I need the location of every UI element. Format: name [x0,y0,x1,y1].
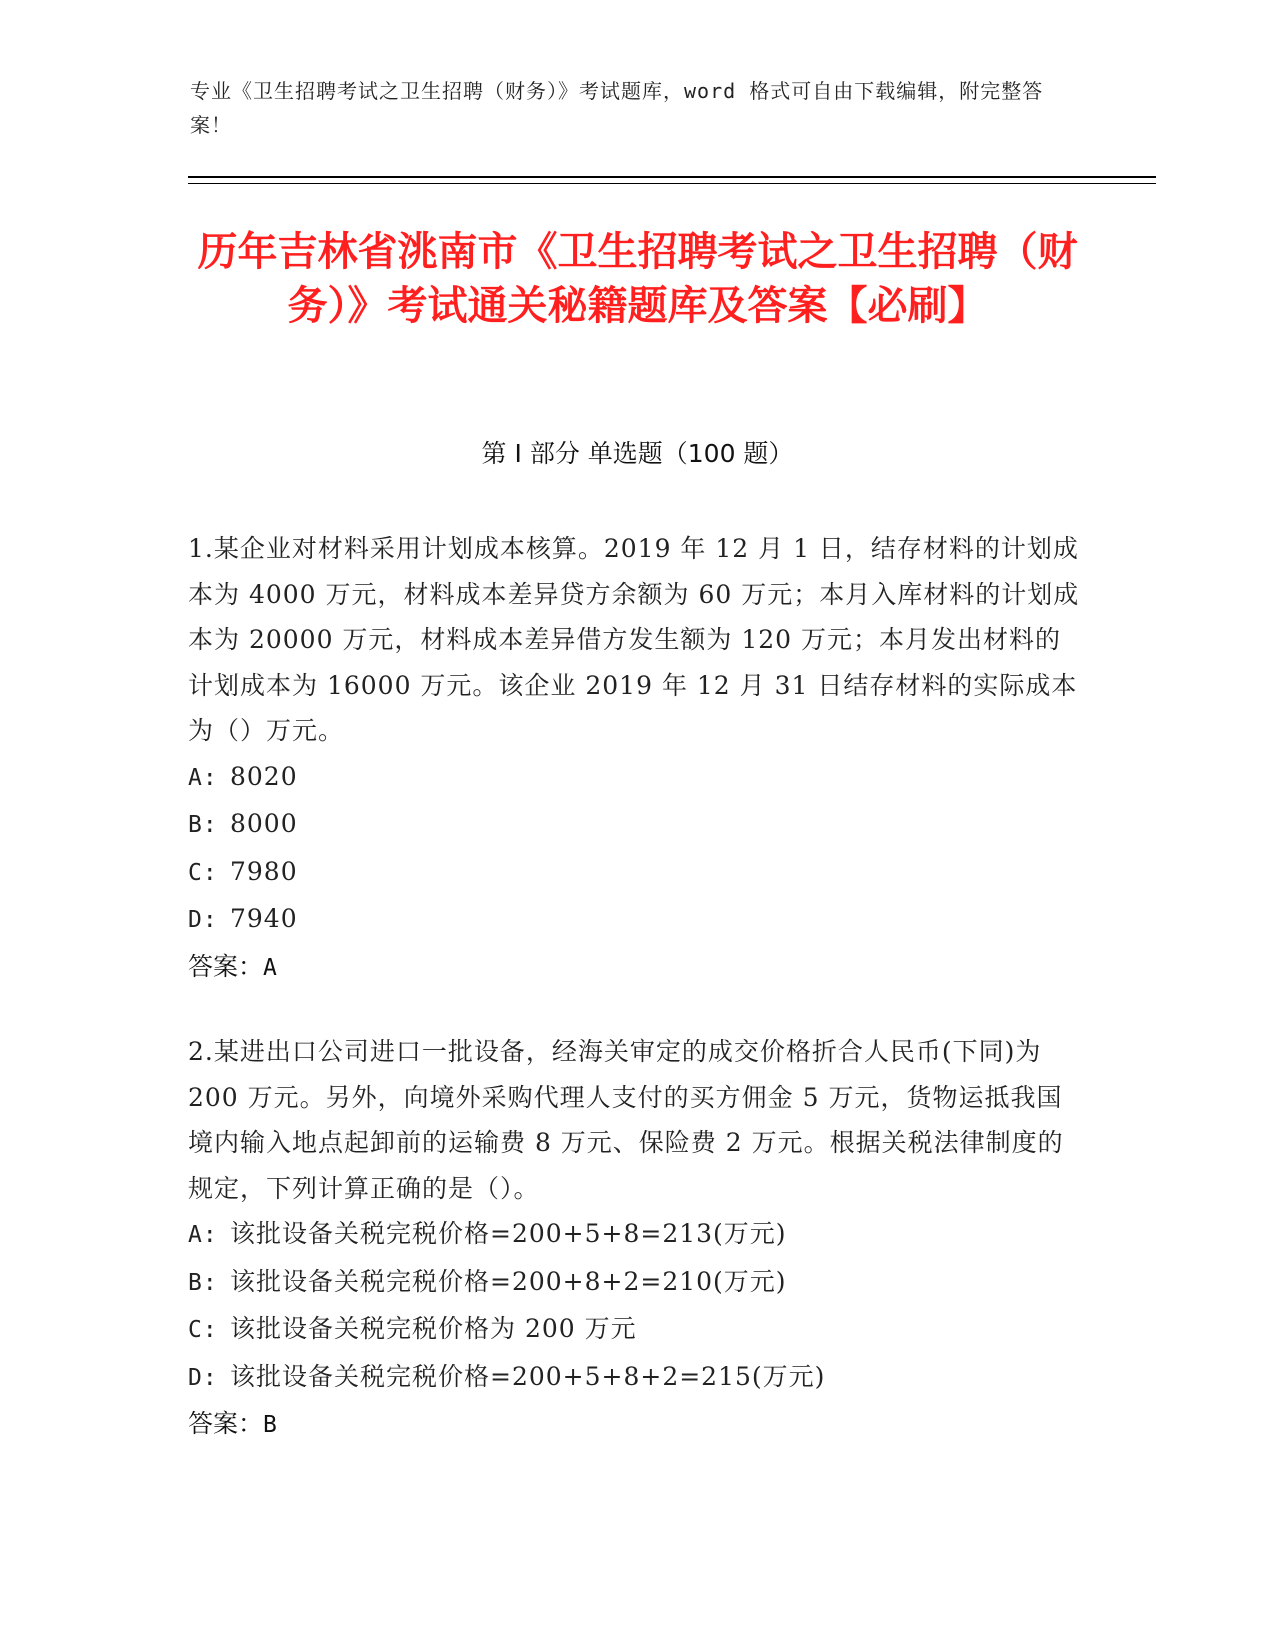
section-heading: 第 I 部分 单选题（100 题） [481,439,794,468]
option-text: 8000 [230,809,298,838]
document-title: 历年吉林省洮南市《卫生招聘考试之卫生招聘（财务）》考试通关秘籍题库及答案【必刷】 [197,229,1078,329]
option-letter: A: [188,1222,218,1248]
option-letter: C: [188,859,218,886]
question-stem: 2.某进出口公司进口一批设备，经海关审定的成交价格折合人民币(下同)为 200 万元。另外，向境外采购代理人支付的买方佣金 5 万元，货物运抵我国境内输入地点起卸前的运输费 8 万元、保险费 2 万元。根据关税法律制度的规定，下列计算正确的是（）。 [188,1037,1064,1203]
answer-label: 答案： [188,1409,264,1438]
option-text: 该批设备关税完税价格=200+5+8=213(万元) [230,1219,787,1248]
option-letter: D: [188,907,218,933]
option-text: 该批设备关税完税价格=200+8+2=210(万元) [230,1266,787,1296]
answer-value: A [263,954,277,981]
answer-line [188,944,1083,991]
header-note: 专业《卫生招聘考试之卫生招聘（财务）》考试题库，word 格式可自由下载编辑，附完整答案！ [190,79,1044,137]
header-rule-thin [188,183,1156,184]
option-text: 该批设备关税完税价格=200+5+8+2=215(万元) [230,1361,826,1391]
option-text: 该批设备关税完税价格为 200 万元 [230,1314,637,1343]
answer-label: 答案： [188,951,264,981]
option-d [188,1354,1083,1402]
option-b [188,1259,1083,1307]
answer-line [188,1401,1083,1448]
option-letter: D: [188,1364,218,1391]
option-text: 7940 [230,904,298,933]
option-letter: A: [188,764,218,791]
question-1 [188,526,1083,991]
option-d [188,896,1083,944]
option-a [188,1211,1083,1259]
header-rule-thick [188,176,1156,178]
option-letter: B: [188,812,218,838]
option-text: 7980 [230,856,298,886]
option-c [188,849,1083,897]
question-2 [188,1029,1083,1448]
option-b [188,801,1083,849]
option-letter: B: [188,1269,218,1296]
question-stem: 1.某企业对材料采用计划成本核算。2019 年 12 月 1 日，结存材料的计划成本为 4000 万元，材料成本差异贷方余额为 60 万元；本月入库材料的计划成本为 20000 万元，材料成本差异借方发生额为 120 万元；本月发出材料的计划成本为 16000 万元。该企业 2019 年 12 月 31 日结存材料的实际成本为（）万元。 [188,534,1080,745]
option-a [188,754,1083,802]
option-text: 8020 [230,761,298,791]
option-c [188,1306,1083,1354]
option-letter: C: [188,1317,218,1343]
answer-value: B [263,1412,277,1438]
